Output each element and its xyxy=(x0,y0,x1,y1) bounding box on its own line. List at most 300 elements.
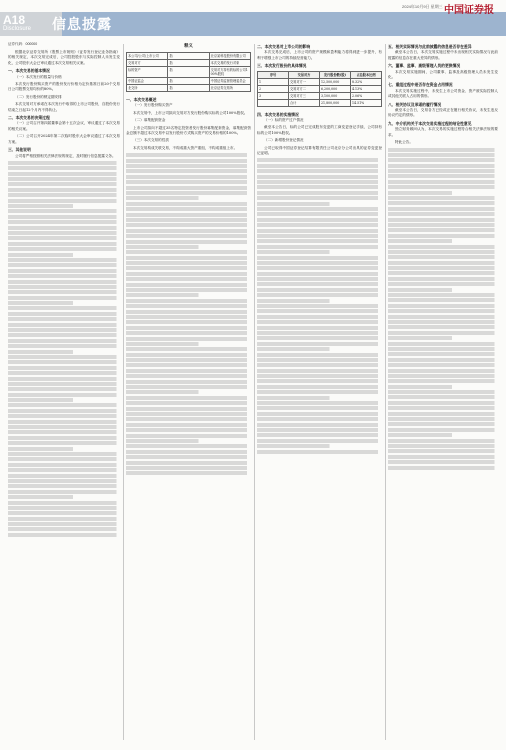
text-line-block xyxy=(257,412,382,416)
text-line-block xyxy=(257,282,382,286)
column-divider xyxy=(123,44,124,740)
text-line-block xyxy=(257,309,382,313)
paragraph: 截至本公告日，标的公司已完成股东变更的工商变更登记手续，公司持有标的公司100%股权。 xyxy=(257,125,382,135)
section-heading: 二、本次交易对上市公司的影响 xyxy=(257,44,311,49)
text-line-block xyxy=(388,412,498,416)
text-line-block xyxy=(388,379,498,383)
column-3-body-after-table xyxy=(257,112,382,157)
text-line-block xyxy=(8,393,120,397)
text-line-block xyxy=(388,369,498,373)
text-line-block xyxy=(126,412,251,416)
column-4-body xyxy=(388,44,498,146)
text-line-block xyxy=(388,201,498,205)
text-line-block xyxy=(126,234,251,238)
text-line-block xyxy=(388,374,498,378)
text-line-block xyxy=(257,239,382,243)
text-line-block xyxy=(126,293,201,297)
text-line-block xyxy=(126,240,251,244)
text-line-block xyxy=(126,390,201,394)
section-name-en: Disclosure xyxy=(3,26,32,32)
text-line-block xyxy=(388,331,498,335)
table-cell: 本公司/公司/上市公司 xyxy=(127,53,168,60)
text-line-block xyxy=(126,337,251,341)
text-line-block xyxy=(257,207,382,211)
paragraph: 截至本公告日，交易各方已经或正在履行相关协议，未发生违反协议约定的情形。 xyxy=(388,108,498,118)
column-header: 序号 xyxy=(258,71,289,78)
section-heading: 二、本次交易的决策过程 xyxy=(8,115,50,121)
text-line-block xyxy=(8,306,120,310)
text-line-block xyxy=(8,231,120,235)
text-line-block xyxy=(257,164,382,168)
text-line-block xyxy=(8,501,120,505)
text-line-block xyxy=(126,320,251,324)
text-line-block xyxy=(126,358,251,362)
table-cell: 交易对方二 xyxy=(289,85,320,92)
text-line-block xyxy=(8,366,120,370)
share-issuance-table xyxy=(257,71,382,107)
text-line-block xyxy=(388,185,498,189)
text-line-block xyxy=(257,180,382,184)
text-line-block xyxy=(257,347,332,351)
text-line-block xyxy=(8,403,120,407)
text-line-block xyxy=(257,331,382,335)
text-line-block xyxy=(8,344,120,348)
table-cell: 3 xyxy=(258,92,289,99)
table-row xyxy=(258,78,382,85)
text-line-block xyxy=(126,331,251,335)
table-cell: 北交所 xyxy=(127,85,168,92)
text-line-block xyxy=(126,191,251,195)
column-header: 交易对方 xyxy=(289,71,320,78)
table-cell: 6,200,000 xyxy=(320,85,351,92)
text-line-block xyxy=(388,271,498,275)
newspaper-masthead: 中国证券报 xyxy=(444,5,494,16)
table-cell: 交易对方三 xyxy=(289,92,320,99)
text-line-block xyxy=(126,213,251,217)
text-line-block xyxy=(388,428,498,432)
table-cell: 本次交易的发行对象 xyxy=(209,60,250,67)
text-line-block xyxy=(126,283,251,287)
text-line-block xyxy=(257,196,382,200)
text-line-block xyxy=(8,258,120,262)
section-heading: 一、本次交易的基本情况 xyxy=(8,68,50,74)
text-line-block xyxy=(257,175,382,179)
text-line-block xyxy=(257,185,382,189)
text-line-block xyxy=(8,517,120,521)
text-line-block xyxy=(8,506,120,510)
text-line-block xyxy=(257,158,382,162)
column-header: 发行股份数(股) xyxy=(320,71,351,78)
text-line-block xyxy=(388,406,498,410)
text-line-block xyxy=(126,326,251,330)
text-line-block xyxy=(8,468,120,472)
text-line-block xyxy=(8,161,120,165)
text-line-block xyxy=(126,250,251,254)
text-line-block xyxy=(257,326,382,330)
section-heading: 七、重组过程中是否存在资金占用情况 xyxy=(388,82,453,88)
text-line-block xyxy=(126,342,201,346)
table-row xyxy=(127,53,251,60)
text-line-block xyxy=(257,261,382,265)
text-line-block xyxy=(257,169,382,173)
text-line-block xyxy=(388,385,454,389)
table-row xyxy=(127,78,251,85)
paragraph: 本次交易实施期间，公司董事、监事及高级管理人员未发生变化。 xyxy=(388,69,498,80)
text-line-block xyxy=(126,261,251,265)
table-cell: 2.06% xyxy=(351,92,382,99)
section-heading: 九、中介机构关于本次交易实施过程的结论性意见 xyxy=(388,120,472,126)
text-line-block xyxy=(257,444,332,448)
table-cell: 标的资产 xyxy=(127,67,168,78)
text-line-block xyxy=(8,430,120,434)
text-line-block xyxy=(126,396,251,400)
text-line-block xyxy=(126,374,251,378)
text-line-block xyxy=(257,229,382,233)
text-line-block xyxy=(126,169,251,173)
text-line-block xyxy=(126,380,251,384)
column-1 xyxy=(8,42,120,742)
table-cell: 中国证监会 xyxy=(127,78,168,85)
text-line-block xyxy=(126,466,251,470)
column-4 xyxy=(388,42,498,742)
section-heading: 六、董事、监事、高级管理人员的更换情况 xyxy=(388,63,461,69)
text-line-block xyxy=(8,172,120,176)
text-line-block xyxy=(126,471,251,475)
text-line-block xyxy=(126,353,251,357)
table-row xyxy=(127,67,251,78)
text-line-block xyxy=(8,409,120,413)
text-line-block xyxy=(126,423,251,427)
text-line-block xyxy=(126,272,251,276)
text-line-block xyxy=(388,277,498,281)
text-line-block xyxy=(8,199,120,203)
text-line-block xyxy=(257,439,382,443)
text-line-block xyxy=(388,164,498,168)
text-line-block xyxy=(388,266,498,270)
text-line-block xyxy=(126,202,251,206)
paragraph: （一）本次发行的数量与价格 xyxy=(15,74,62,79)
text-line-block xyxy=(257,293,382,297)
text-line-block xyxy=(8,457,120,461)
column-1-body xyxy=(8,50,120,159)
text-line-block xyxy=(257,379,382,383)
text-line-block xyxy=(8,177,120,181)
column-2-continued-text xyxy=(126,153,251,475)
text-line-block xyxy=(388,250,498,254)
text-line-block xyxy=(8,182,120,186)
text-line-block xyxy=(388,315,498,319)
text-line-block xyxy=(8,420,120,424)
column-header: 占总股本比例 xyxy=(351,71,382,78)
table-cell: 2 xyxy=(258,85,289,92)
section-heading: 三、其他说明 xyxy=(8,147,31,153)
paragraph: 本次交易完成后，上市公司的资产规模和盈利能力将得到进一步提升，有利于增强上市公司的持续经营能力。 xyxy=(257,50,382,60)
table-row xyxy=(258,99,382,106)
text-line-block xyxy=(126,310,251,314)
section-heading: 三、本次发行股份的具体情况 xyxy=(257,63,307,69)
text-line-block xyxy=(126,175,251,179)
text-line-block xyxy=(8,425,120,429)
text-line-block xyxy=(257,417,382,421)
text-line-block xyxy=(8,527,120,531)
issue-date: 2024年10月9日 星期三 xyxy=(402,4,443,9)
paragraph: 根据北京证券交易所《股票上市规则》《证券发行登记业务指南》的相关规定，本次交易完成后，公司控股股东与实际控制人未发生变化，公司股东大会已审议通过本次交易相关议案。 xyxy=(8,50,120,65)
table-row xyxy=(127,60,251,67)
definitions-table-title: 释义 xyxy=(184,44,193,49)
text-line-block xyxy=(126,369,251,373)
text-line-block xyxy=(257,304,382,308)
page-header xyxy=(0,0,506,36)
text-line-block xyxy=(257,277,382,281)
text-line-block xyxy=(8,387,120,391)
text-line-block xyxy=(126,266,251,270)
text-line-block xyxy=(8,479,120,483)
text-line-block xyxy=(126,385,251,389)
text-line-block xyxy=(257,369,382,373)
text-line-block xyxy=(8,209,120,213)
text-line-block xyxy=(257,336,382,340)
text-line-block xyxy=(388,444,498,448)
text-line-block xyxy=(388,466,498,470)
text-line-block xyxy=(257,234,382,238)
text-line-block xyxy=(388,390,498,394)
paragraph: 上市公司拟向不超过35名特定投资者发行股份募集配套资金，募集配套资金总额不超过本次交易中以发行股份方式购买资产的交易价格的100%。 xyxy=(126,125,251,136)
text-line-block xyxy=(257,450,382,454)
text-line-block xyxy=(8,215,120,219)
paragraph: 截至本公告日，本次交易实施过程中未出现相关实际情况与此前披露的信息存在重大差异的情形。 xyxy=(388,50,498,60)
text-line-block xyxy=(126,229,251,233)
text-line-block xyxy=(8,533,120,537)
text-line-block xyxy=(8,285,120,289)
text-line-block xyxy=(388,212,498,216)
column-4-continued-text xyxy=(388,148,498,470)
table-row xyxy=(258,92,382,99)
text-line-block xyxy=(388,228,498,232)
text-line-block xyxy=(8,441,120,445)
text-line-block xyxy=(8,323,120,327)
stock-code: 证券代码：000000 xyxy=(8,42,38,46)
text-line-block xyxy=(126,434,251,438)
text-line-block xyxy=(257,353,382,357)
paragraph: 公司将严格按照相关法律法规的规定，及时履行信息披露义务。 xyxy=(15,153,116,158)
text-line-block xyxy=(126,455,251,459)
text-line-block xyxy=(388,320,498,324)
table-cell: 指 xyxy=(168,85,209,92)
text-line-block xyxy=(8,452,120,456)
text-line-block xyxy=(8,350,75,354)
text-line-block xyxy=(257,374,382,378)
text-line-block xyxy=(8,269,120,273)
text-line-block xyxy=(388,342,498,346)
text-line-block xyxy=(388,239,454,243)
text-line-block xyxy=(8,166,120,170)
text-line-block xyxy=(388,196,498,200)
text-line-block xyxy=(8,263,120,267)
text-line-block xyxy=(257,401,382,405)
text-line-block xyxy=(257,315,382,319)
paragraph: （一）发行股份购买资产 xyxy=(133,103,173,108)
table-cell xyxy=(258,99,289,106)
column-divider xyxy=(254,44,255,740)
table-cell: 3,100,000 xyxy=(320,92,351,99)
text-line-block xyxy=(8,204,75,208)
table-cell: 中国证券监督管理委员会 xyxy=(209,78,250,85)
paragraph: （二）新增股份登记情况 xyxy=(264,138,304,143)
paragraph: 本次交易实施过程中，未发生上市公司资金、资产被实际控制人或其他关联人占用的情形。 xyxy=(388,88,498,99)
text-line-block xyxy=(257,358,382,362)
table-row xyxy=(258,85,382,92)
text-line-block xyxy=(126,439,201,443)
text-line-block xyxy=(388,298,498,302)
text-line-block xyxy=(126,407,251,411)
text-line-block xyxy=(8,371,120,375)
table-cell: 北京某科技股份有限公司 xyxy=(209,53,250,60)
text-line-block xyxy=(388,455,498,459)
text-line-block xyxy=(257,385,382,389)
text-line-block xyxy=(257,342,382,346)
text-line-block xyxy=(8,447,75,451)
table-cell: 北京证券交易所 xyxy=(209,85,250,92)
text-line-block xyxy=(388,336,454,340)
table-cell: 4.13% xyxy=(351,85,382,92)
text-line-block xyxy=(257,288,382,292)
paragraph: 本次交易构成关联交易，不构成重大资产重组，不构成重组上市。 xyxy=(133,145,238,150)
table-cell: 12,500,000 xyxy=(320,78,351,85)
text-line-block xyxy=(388,223,498,227)
paragraph: 公司已取得中国证券登记结算有限责任公司北京分公司出具的证券变更登记证明。 xyxy=(257,145,382,156)
text-line-block xyxy=(388,174,498,178)
text-line-block xyxy=(8,296,120,300)
text-line-block xyxy=(388,325,498,329)
definitions-table xyxy=(126,52,251,92)
text-line-block xyxy=(8,226,120,230)
text-line-block xyxy=(257,245,382,249)
text-line-block xyxy=(388,207,498,211)
text-line-block xyxy=(388,439,498,443)
text-line-block xyxy=(8,317,120,321)
text-line-block xyxy=(8,463,120,467)
text-line-block xyxy=(126,218,251,222)
text-line-block xyxy=(8,414,120,418)
text-line-block xyxy=(8,490,120,494)
table-cell: 1 xyxy=(258,78,289,85)
text-line-block xyxy=(8,484,120,488)
text-line-block xyxy=(126,223,251,227)
text-line-block xyxy=(8,274,120,278)
text-line-block xyxy=(8,220,120,224)
paragraph: 特此公告。 xyxy=(395,140,413,145)
text-line-block xyxy=(257,428,382,432)
table-cell: 交易对方 xyxy=(127,60,168,67)
text-line-block xyxy=(388,153,498,157)
text-line-block xyxy=(126,256,251,260)
section-heading: 四、本次交易的实施情况 xyxy=(257,111,299,117)
table-cell: 交易对方一 xyxy=(289,78,320,85)
text-line-block xyxy=(257,223,382,227)
text-line-block xyxy=(8,522,120,526)
text-line-block xyxy=(126,347,251,351)
text-line-block xyxy=(126,159,251,163)
text-line-block xyxy=(257,191,382,195)
text-line-block xyxy=(8,188,120,192)
section-name-cn: 信息披露 xyxy=(52,17,112,33)
text-line-block xyxy=(8,355,120,359)
text-line-block xyxy=(388,234,498,238)
text-line-block xyxy=(8,253,75,257)
column-2 xyxy=(126,42,251,742)
text-line-block xyxy=(257,202,332,206)
text-line-block xyxy=(388,422,498,426)
table-header-row xyxy=(258,71,382,78)
text-line-block xyxy=(388,191,454,195)
text-line-block xyxy=(126,401,251,405)
table-cell: 指 xyxy=(168,60,209,67)
text-line-block xyxy=(8,360,120,364)
text-line-block xyxy=(257,256,382,260)
paragraph: 本次发行股份购买资产的股份发行价格为定价基准日前20个交易日公司股票交易均价的80%。 xyxy=(8,82,120,92)
paragraph: （二）发行股份的锁定期安排 xyxy=(15,94,62,99)
text-line-block xyxy=(257,433,382,437)
text-line-block xyxy=(388,460,498,464)
text-line-block xyxy=(388,169,498,173)
text-line-block xyxy=(8,398,75,402)
table-cell: 14.51% xyxy=(351,99,382,106)
table-cell: 指 xyxy=(168,53,209,60)
text-line-block xyxy=(8,474,120,478)
text-line-block xyxy=(8,247,120,251)
text-line-block xyxy=(126,288,251,292)
text-line-block xyxy=(8,193,120,197)
text-line-block xyxy=(8,511,120,515)
text-line-block xyxy=(126,444,251,448)
text-line-block xyxy=(388,363,498,367)
text-line-block xyxy=(388,180,498,184)
text-line-block xyxy=(8,495,75,499)
text-line-block xyxy=(388,288,454,292)
text-line-block xyxy=(8,242,120,246)
text-line-block xyxy=(257,266,382,270)
text-line-block xyxy=(126,277,251,281)
text-line-block xyxy=(388,395,498,399)
text-line-block xyxy=(8,236,120,240)
text-line-block xyxy=(126,153,251,157)
text-line-block xyxy=(126,186,251,190)
text-line-block xyxy=(126,363,251,367)
paragraph: （三）本次交易的性质 xyxy=(133,138,169,143)
paragraph: 本次交易对方承诺在本次发行中取得的上市公司股份，自股份发行结束之日起12个月内不得转让。 xyxy=(8,102,120,112)
text-line-block xyxy=(257,423,382,427)
text-line-block xyxy=(257,406,382,410)
text-line-block xyxy=(388,158,498,162)
text-line-block xyxy=(388,255,498,259)
text-line-block xyxy=(257,212,382,216)
table-cell: 交易对方持有的标的公司100%股权 xyxy=(209,67,250,78)
text-line-block xyxy=(388,358,498,362)
text-line-block xyxy=(388,218,498,222)
text-line-block xyxy=(126,417,251,421)
column-3-continued-text xyxy=(257,158,382,453)
text-line-block xyxy=(126,428,251,432)
text-line-block xyxy=(126,164,251,168)
text-line-block xyxy=(388,245,498,249)
column-2-body xyxy=(126,103,251,151)
text-line-block xyxy=(257,320,382,324)
text-line-block xyxy=(388,261,498,265)
text-line-block xyxy=(8,339,120,343)
table-cell: 指 xyxy=(168,67,209,78)
section-heading: 五、相关实际情况与此前披露的信息是否存在差异 xyxy=(388,44,472,49)
text-line-block xyxy=(388,309,498,313)
